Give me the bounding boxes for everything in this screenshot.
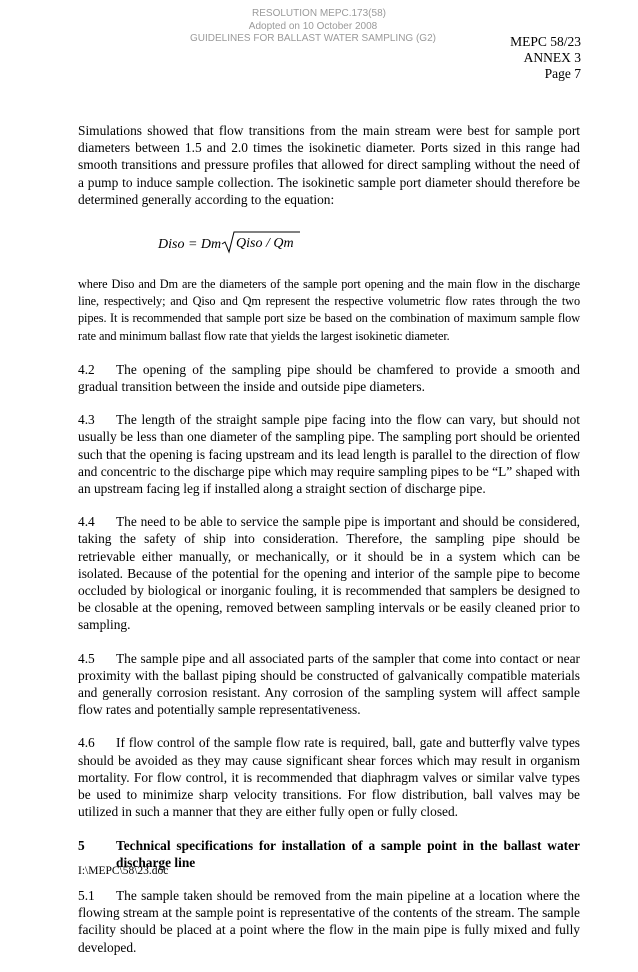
paragraph-text: The length of the straight sample pipe facing into the flow can vary, but should not usually be less than one diameter of the sampling pipe. The sampling port should be oriented such that the opening is facing upstream and its lead length is parallel to the direction of flow and concentric to the discharge pipe which may require sampling pipes to be “L” shaped with an upstream facing leg if installed along a straight section of discharge pipe.	[78, 412, 580, 497]
watermark-resolution: RESOLUTION MEPC.173(58)	[252, 8, 386, 19]
paragraph-number: 4.2	[78, 361, 95, 377]
paragraph-4-2	[78, 361, 580, 395]
paragraph-number: 5.1	[78, 887, 95, 903]
paragraph-number: 4.6	[78, 735, 95, 751]
paragraph-4-6	[78, 734, 580, 820]
radical-sign-icon	[221, 230, 301, 254]
intro-paragraph: Simulations showed that flow transitions from the main stream were best for sample port diameters between 1.5 and 2.0 times the isokinetic diameter. Ports sized in this range had smooth transitions and pressure profiles that allowed for direct sampling without the need of a pump to induce sample collection. The isokinetic sample port diameter should therefore be determined generally according to the equation:	[78, 123, 580, 207]
file-path-footer: I:\MEPC\58\23.doc	[78, 865, 169, 877]
document-reference: MEPC 58/23	[510, 34, 581, 49]
where-paragraph: where Diso and Dm are the diameters of the sample port opening and the main flow in the discharge line, respectively; and Qiso and Qm represent the respective volumetric flow rates through the two pipes. It is recommended that sample port size be based on the combination of maximum sample flow rate and minimum ballast flow rate that yields the largest isokinetic diameter.	[78, 277, 580, 343]
paragraph-text: The need to be able to service the sample pipe is important and should be considered, taking the safety of ship into consideration. Therefore, the sampling pipe should be retrievable either manually, or mechanically, or it should be in a system which can be isolated. Because of the potential for the opening and interior of the sample pipe to become occluded by biological or inorganic fouling, it is recommended that samplers be designed to be closable at the opening, removed between sampling intervals or be easily cleaned prior to sampling.	[78, 514, 580, 633]
page-number: Page 7	[544, 66, 581, 81]
section-title: Technical specifications for installation of a sample point in the ballast water discharge line	[116, 837, 580, 870]
equation-lhs: Diso = Dm	[158, 237, 222, 253]
page-header	[510, 34, 581, 82]
paragraph-5-1	[78, 887, 580, 956]
paragraph-4-3	[78, 411, 580, 497]
section-number: 5	[78, 837, 85, 853]
paragraph-number: 4.4	[78, 514, 95, 530]
paragraph-number: 4.5	[78, 650, 95, 666]
square-root	[221, 230, 301, 259]
paragraph-4-5	[78, 650, 580, 719]
watermark-adopted-date: Adopted on 10 October 2008	[248, 20, 378, 32]
isokinetic-equation	[158, 230, 580, 254]
paragraph-4-4	[78, 513, 580, 633]
paragraph-number: 4.3	[78, 412, 95, 428]
paragraph-text: The sample pipe and all associated parts of the sampler that come into contact or near proximity with the ballast piping should be constructed of galvanically compatible materials and generally corrosion resistant. Any corrosion of the sampling system will affect sample flow rates and potentially sample representativeness.	[78, 650, 580, 718]
watermark-guidelines-title: GUIDELINES FOR BALLAST WATER SAMPLING (G2)	[190, 33, 436, 44]
paragraph-text: The sample taken should be removed from the main pipeline at a location where the flowing stream at the sample point is representative of the contents of the stream. The sample facility should be placed at a point where the flow in the main pipe is fully mixed and fully developed.	[78, 887, 580, 955]
paragraph-text: If flow control of the sample flow rate is required, ball, gate and butterfly valve types should be avoided as they may cause significant shear forces which may result in organism mortality. For flow control, it is recommended that diaphragm valves or similar valve types be used to minimize sharp velocity transitions. For flow distribution, ball valves may be utilized in such a manner that they are either fully open or fully closed.	[78, 735, 580, 820]
paragraph-text: The opening of the sampling pipe should be chamfered to provide a smooth and gradual transition between the inside and outside pipe diameters.	[78, 361, 580, 395]
annex-label: ANNEX 3	[523, 50, 581, 65]
equation-radicand: Qiso / Qm	[236, 236, 294, 252]
document-body	[78, 122, 580, 972]
